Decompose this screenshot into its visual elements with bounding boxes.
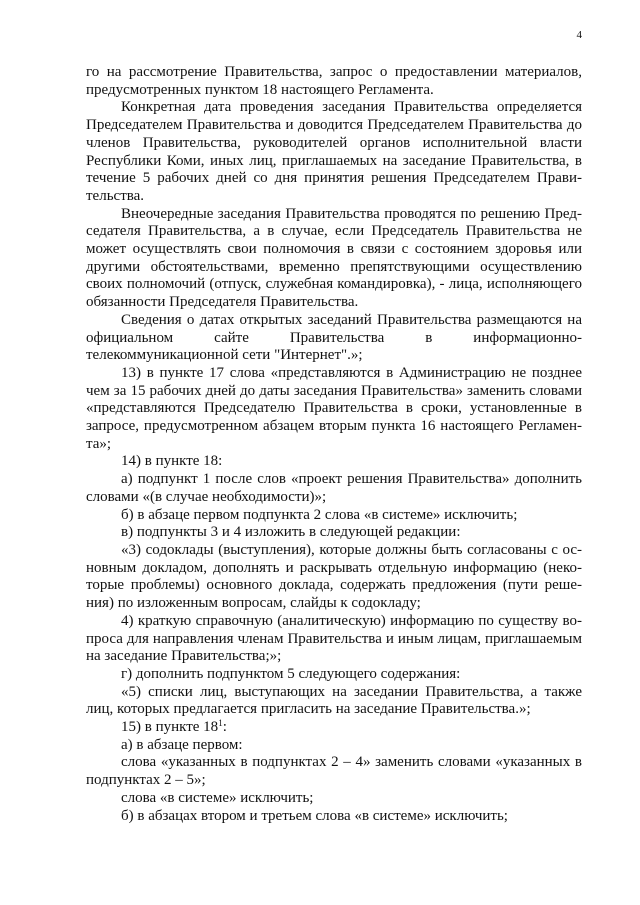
paragraph-text: слова «в системе» исключить; [121, 789, 314, 806]
paragraph-text: 14) в пункте 18: [121, 453, 223, 470]
paragraph [86, 99, 582, 205]
paragraph-text: телекоммуникационной сети "Интернет".»; [86, 347, 363, 364]
paragraph [86, 524, 582, 542]
paragraph [86, 347, 582, 365]
paragraph-tail: : [222, 719, 227, 736]
page-number: 4 [576, 29, 582, 41]
paragraph-text: 4) краткую справочную (аналитическую) информацию по существу вопроса для направления членам Правительства и иным лицам, приглашаемым на заседание Правительства;»; [86, 612, 582, 665]
document-body [86, 64, 582, 825]
paragraph [86, 808, 582, 826]
paragraph-text: го на рассмотрение Правительства, запрос о предоставлении материалов, предусмотренных пунктом 18 настоящего Регламента. [86, 64, 582, 98]
paragraph-text: 13) в пункте 17 слова «представляются в Администрацию не позднее чем за 15 рабочих дней до даты заседания Правительства» заменить словами «представляются Председателю Правительства в сроки, установленные в запросе, предусмотренном абзацем вторым пункта 16 настоящего Регламента»; [86, 364, 582, 452]
paragraph-text: Внеочередные заседания Правительства проводятся по решению Председателя Правительства, а в случае, если Председатель Правительства не может осуществлять свои полномочия в связи с состоянием здоровья или другими обстоятельствами, временно препятствующими осуществлению своих полномочий (отпуск, служебная командировка), - лица, исполняющего обязанности Председателя Правительства. [86, 205, 582, 311]
paragraph-text: г) дополнить подпунктом 5 следующего содержания: [121, 665, 461, 682]
paragraph-text: в) подпункты 3 и 4 изложить в следующей редакции: [121, 524, 461, 541]
paragraph [86, 312, 582, 347]
paragraph-text: 15) в пункте 18 [121, 719, 219, 736]
paragraph-text: а) подпункт 1 после слов «проект решения Правительства» дополнить словами «(в случае необходимости)»; [86, 471, 582, 505]
paragraph-text: слова «указанных в подпунктах 2 – 4» заменить словами «указанных в подпунктах 2 – 5»; [86, 754, 582, 789]
paragraph [86, 507, 582, 525]
paragraph-text: «3) содоклады (выступления), которые должны быть согласованы с основным докладом, дополнять и раскрывать отдельную информацию (некоторые проблемы) основного доклада, содержать предложения (пути решения) по изложенным вопросам, слайды к содокладу; [86, 541, 582, 612]
superscript: 1 [218, 718, 223, 729]
paragraph-text: Конкретная дата проведения заседания Правительства определяется Председателем Правительства и доводится Председателем Правительства до членов Правительства, руководителей органов исполнительной власти Республики Коми, иных лиц, приглашаемых на заседание Правительства, в течение 5 рабочих дней со дня принятия решения Председателем Правительства. [86, 99, 582, 204]
paragraph [86, 754, 582, 789]
paragraph [86, 719, 582, 737]
paragraph [86, 542, 582, 613]
paragraph [86, 453, 582, 471]
paragraph [86, 737, 582, 755]
paragraph [86, 613, 582, 666]
paragraph-text: б) в абзацах втором и третьем слова «в системе» исключить; [121, 807, 508, 824]
paragraph-text: Сведения о датах открытых заседаний Правительства размещаются на официальном сайте Правительства в информационно- [86, 311, 582, 346]
paragraph [86, 206, 582, 312]
paragraph [86, 684, 582, 719]
paragraph-text: а) в абзаце первом: [121, 736, 243, 753]
paragraph [86, 64, 582, 99]
paragraph [86, 666, 582, 684]
paragraph [86, 471, 582, 506]
paragraph-text: б) в абзаце первом подпункта 2 слова «в системе» исключить; [121, 506, 518, 523]
paragraph [86, 365, 582, 454]
paragraph [86, 790, 582, 808]
paragraph-text: «5) списки лиц, выступающих на заседании Правительства, а также лиц, которых предлагается пригласить на заседание Правительства.»; [86, 683, 582, 718]
